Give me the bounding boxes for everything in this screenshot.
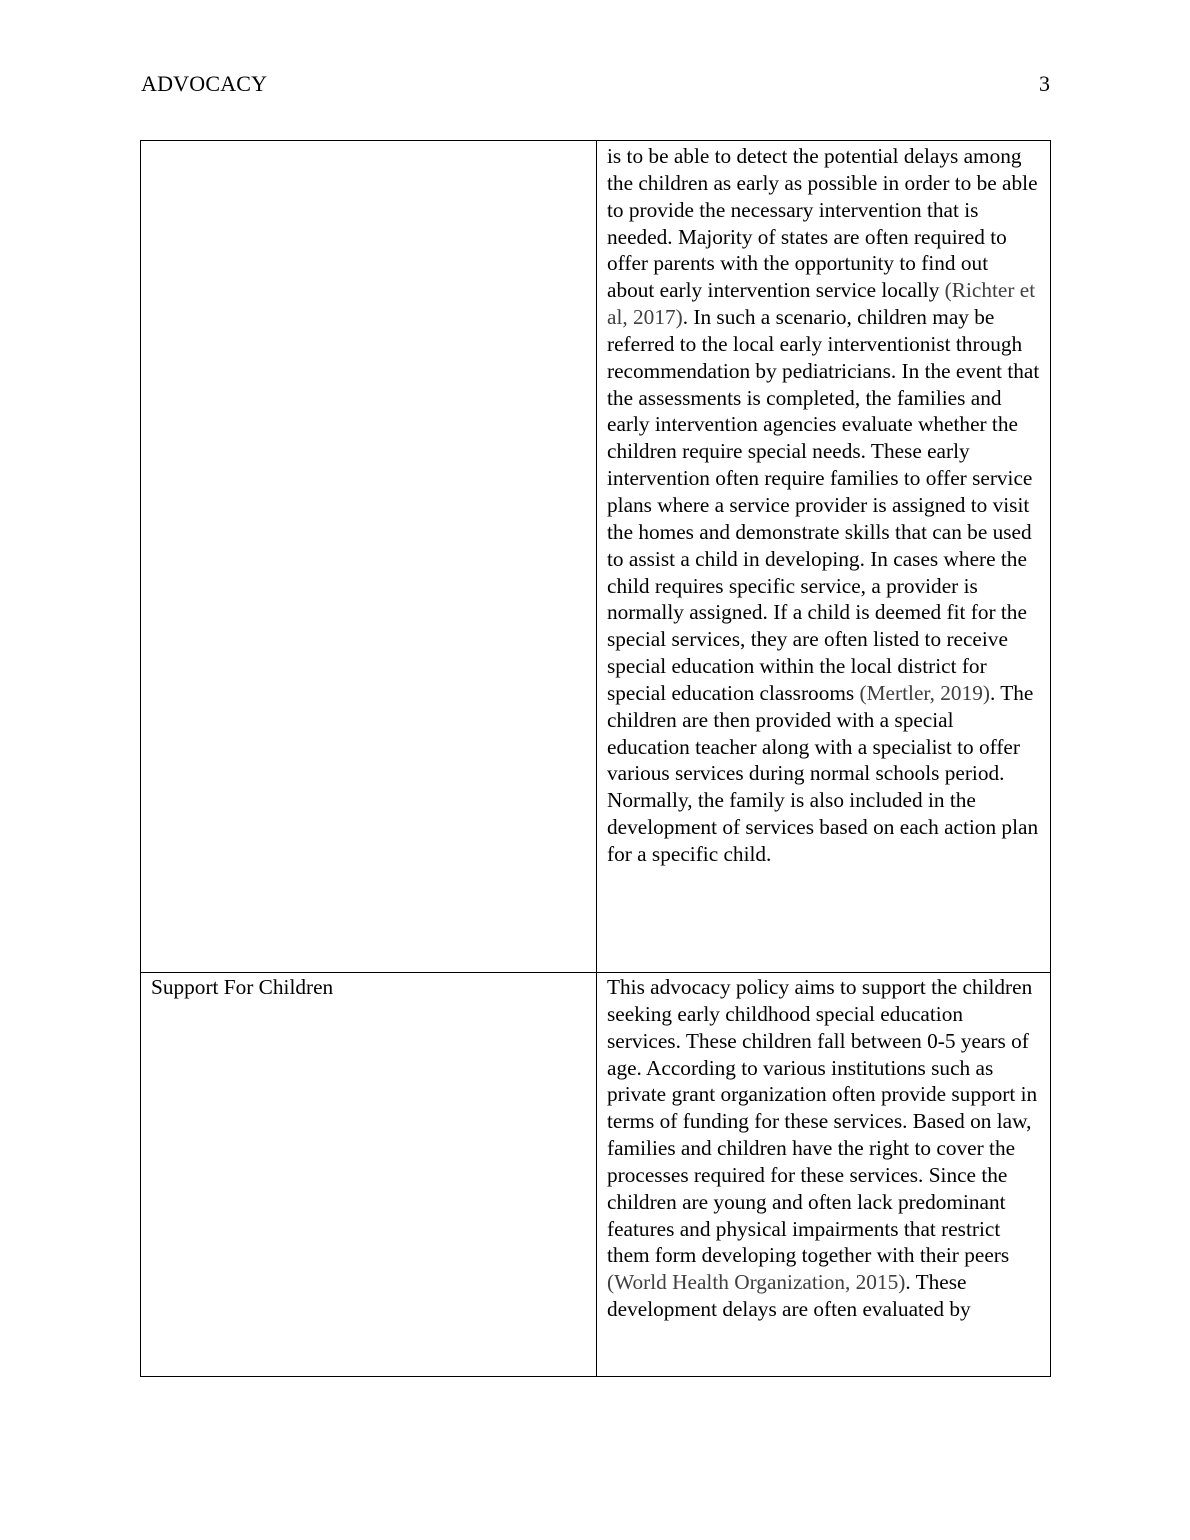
paragraph-segment: is to be able to detect the potential delays among the children as early as possible in order to be able to provide the necessary intervention that is needed. Majority of states are often required to offer parents with the opportunity to find out about early intervention service locally — [607, 144, 1038, 303]
paragraph-segment: . These development delays are often evaluated by — [607, 1270, 971, 1322]
table-cell-left — [141, 973, 597, 1377]
citation: (World Health Organization, 2015) — [607, 1270, 906, 1295]
cell-text-right — [597, 973, 1050, 1323]
paragraph-segment: . In such a scenario, children may be referred to the local early interventionist through recommendation by pediatricians. In the event that the assessments is completed, the families and early intervention agencies evaluate whether the children require special needs. These early intervention often require families to offer service plans where a service provider is assigned to visit the homes and demonstrate skills that can be used to assist a child in developing. In cases where the child requires specific service, a provider is normally assigned. If a child is deemed fit for the special services, they are often listed to receive special education within the local district for special education classrooms — [607, 305, 1040, 705]
citation: (Mertler, 2019) — [859, 680, 990, 705]
paragraph-segment: This advocacy policy aims to support the children seeking early childhood special education services. These children fall between 0-5 years of age. According to various institutions such as private grant organization often provide support in terms of funding for these services. Based on law, families and children have the right to cover the processes required for these services. Since the children are young and often lack predominant features and physical impairments that restrict them form developing together with their peers — [607, 975, 1038, 1268]
table-row — [141, 141, 1051, 973]
table-cell-right — [597, 973, 1051, 1377]
cell-text-left — [141, 141, 596, 143]
table-cell-left — [141, 141, 597, 973]
running-head-title: ADVOCACY — [141, 71, 268, 96]
citation: (Richter et al, 2017) — [607, 278, 1036, 330]
table-cell-right — [597, 141, 1051, 973]
row-heading: Support For Children — [151, 975, 334, 999]
table-row — [141, 973, 1051, 1377]
cell-text-right — [597, 141, 1050, 868]
content-table — [140, 140, 1051, 1377]
paragraph-segment: . The children are then provided with a special education teacher along with a specialist to offer various services during normal schools period. Normally, the family is also included in the development of services based on each action plan for a specific child. — [607, 680, 1039, 866]
page-number: 3 — [1039, 71, 1050, 96]
